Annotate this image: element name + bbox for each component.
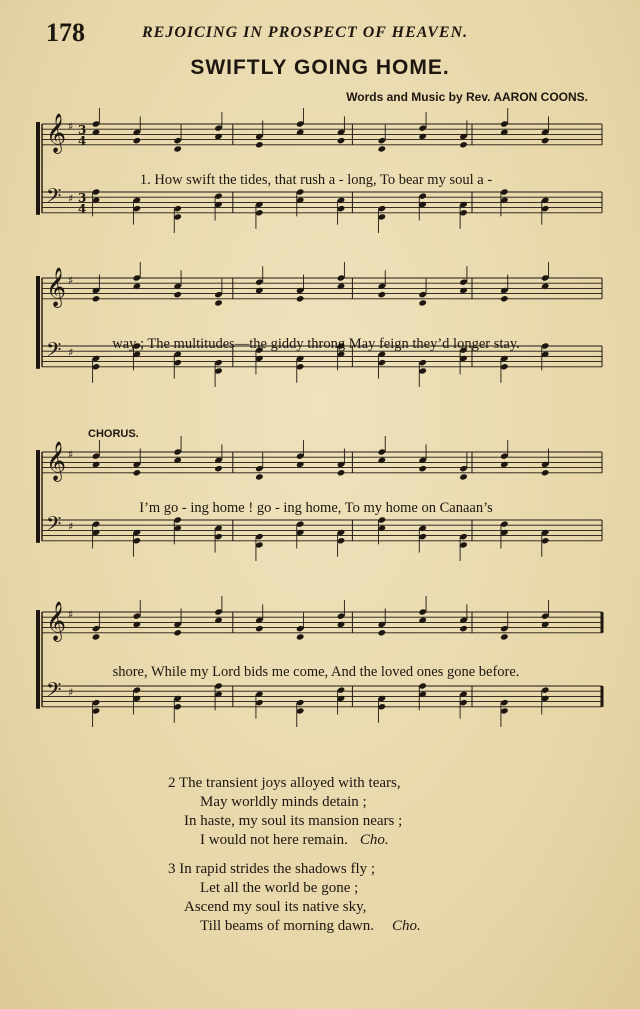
- note-head: [500, 129, 509, 136]
- bass-staff: [42, 678, 602, 727]
- note-head: [378, 457, 387, 464]
- verse-3-line-2: Let all the world be gone ;: [200, 880, 359, 896]
- sharp-icon: ♯: [68, 686, 74, 699]
- note-head: [214, 617, 223, 624]
- page-header: [46, 18, 606, 48]
- bass-clef-icon: 𝄢: [46, 678, 62, 706]
- sharp-icon: ♯: [68, 520, 74, 533]
- sharp-icon: ♯: [68, 192, 74, 205]
- verse-3-line-1: 3 In rapid strides the shadows fly ;: [168, 861, 376, 877]
- note-head: [541, 621, 550, 628]
- note-head: [418, 617, 427, 624]
- music-system-4: [34, 600, 600, 770]
- verse-3-line-4: Till beams of morning dawn.: [200, 918, 375, 934]
- note-head: [500, 633, 509, 640]
- verse-2-line-3: In haste, my soul its mansion nears ;: [184, 813, 403, 829]
- music-system-3: [34, 440, 600, 600]
- verse-3-line-4-wrap: [0, 917, 640, 936]
- note-head: [214, 299, 223, 306]
- lyric-line-2: way ; The multitudes—the giddy throng May feign they’d longer stay.: [112, 336, 520, 352]
- chorus-label: CHORUS.: [88, 428, 139, 440]
- system-brace: [36, 450, 40, 543]
- note-head: [296, 295, 305, 302]
- lyric-line-4: shore, While my Lord bids me come, And the loved ones gone before.: [112, 664, 520, 680]
- bass-clef-icon: 𝄢: [46, 338, 62, 366]
- lyric-line-1: 1. How swift the tides, that rush a - long, To bear my soul a -: [139, 172, 493, 188]
- verse-2-line-1: 2 The transient joys alloyed with tears,: [168, 775, 401, 791]
- note-head: [173, 145, 182, 152]
- note-head: [255, 625, 264, 632]
- note-head: [92, 129, 101, 136]
- treble-staff: [42, 596, 602, 642]
- system-brace: [36, 122, 40, 215]
- note-head: [459, 473, 468, 480]
- note-head: [418, 465, 427, 472]
- time-signature-bottom: 4: [78, 202, 87, 216]
- note-head: [337, 137, 346, 144]
- note-head: [92, 295, 101, 302]
- note-head: [337, 469, 346, 476]
- note-head: [255, 287, 264, 294]
- note-head: [418, 133, 427, 140]
- treble-staff: [42, 262, 602, 308]
- note-head: [418, 299, 427, 306]
- verse-2-line-2: May worldly minds detain ;: [200, 794, 367, 810]
- note-head: [500, 461, 509, 468]
- time-signature-top: 3: [78, 123, 87, 137]
- note-head: [214, 133, 223, 140]
- sharp-icon: ♯: [68, 448, 74, 461]
- note-head: [173, 629, 182, 636]
- note-head: [459, 287, 468, 294]
- sharp-icon: ♯: [68, 346, 74, 359]
- note-head: [214, 465, 223, 472]
- bass-staff: [42, 512, 602, 561]
- time-signature-top: 3: [78, 191, 87, 205]
- sharp-icon: ♯: [68, 274, 74, 287]
- system-brace: [36, 610, 40, 709]
- note-head: [173, 291, 182, 298]
- staff-system-1: [34, 112, 600, 272]
- system-brace: [36, 276, 40, 369]
- note-head: [133, 137, 142, 144]
- note-head: [133, 283, 142, 290]
- note-head: [255, 473, 264, 480]
- verse-3-cho: Cho.: [392, 918, 421, 934]
- note-head: [459, 625, 468, 632]
- note-head: [541, 469, 550, 476]
- note-head: [378, 629, 387, 636]
- treble-staff: [42, 108, 602, 154]
- treble-staff: [42, 436, 602, 482]
- verse-2-line-4-wrap: [0, 831, 640, 850]
- verse-2-line-4: I would not here remain.: [200, 832, 348, 848]
- running-head: REJOICING IN PROSPECT OF HEAVEN.: [142, 24, 469, 41]
- note-head: [337, 621, 346, 628]
- note-head: [92, 633, 101, 640]
- treble-clef-icon: 𝄞: [46, 441, 67, 481]
- staff-system-3: [34, 440, 600, 600]
- note-head: [541, 137, 550, 144]
- sharp-icon: ♯: [68, 608, 74, 621]
- bass-staff: [42, 184, 602, 233]
- time-signature-bottom: 4: [78, 134, 87, 148]
- note-head: [296, 129, 305, 136]
- hymn-title: SWIFTLY GOING HOME.: [190, 56, 450, 79]
- sharp-icon: ♯: [68, 120, 74, 133]
- lyric-line-3: I’m go - ing home ! go - ing home, To my home on Canaan’s: [139, 500, 493, 516]
- staff-system-4: [34, 600, 600, 770]
- treble-clef-icon: 𝄞: [46, 267, 67, 307]
- note-head: [92, 461, 101, 468]
- note-head: [459, 141, 468, 148]
- note-head: [296, 461, 305, 468]
- verse-3-line-3: Ascend my soul its native sky,: [184, 899, 367, 915]
- note-head: [337, 283, 346, 290]
- hymn-credit: Words and Music by Rev. AARON COONS.: [346, 90, 588, 104]
- bass-clef-icon: 𝄢: [46, 184, 62, 212]
- verse-2: [0, 774, 640, 850]
- verse-3: [0, 860, 640, 936]
- note-head: [541, 283, 550, 290]
- note-head: [133, 621, 142, 628]
- treble-clef-icon: 𝄞: [46, 601, 67, 641]
- note-head: [173, 457, 182, 464]
- note-head: [255, 141, 264, 148]
- note-head: [133, 469, 142, 476]
- treble-clef-icon: 𝄞: [46, 113, 67, 153]
- note-head: [378, 291, 387, 298]
- music-system-1: [34, 112, 600, 272]
- verses-block: [0, 774, 640, 946]
- note-head: [500, 295, 509, 302]
- bass-clef-icon: 𝄢: [46, 512, 62, 540]
- note-head: [378, 145, 387, 152]
- page-number: 178: [46, 18, 85, 47]
- note-head: [296, 633, 305, 640]
- verse-2-cho: Cho.: [359, 832, 389, 848]
